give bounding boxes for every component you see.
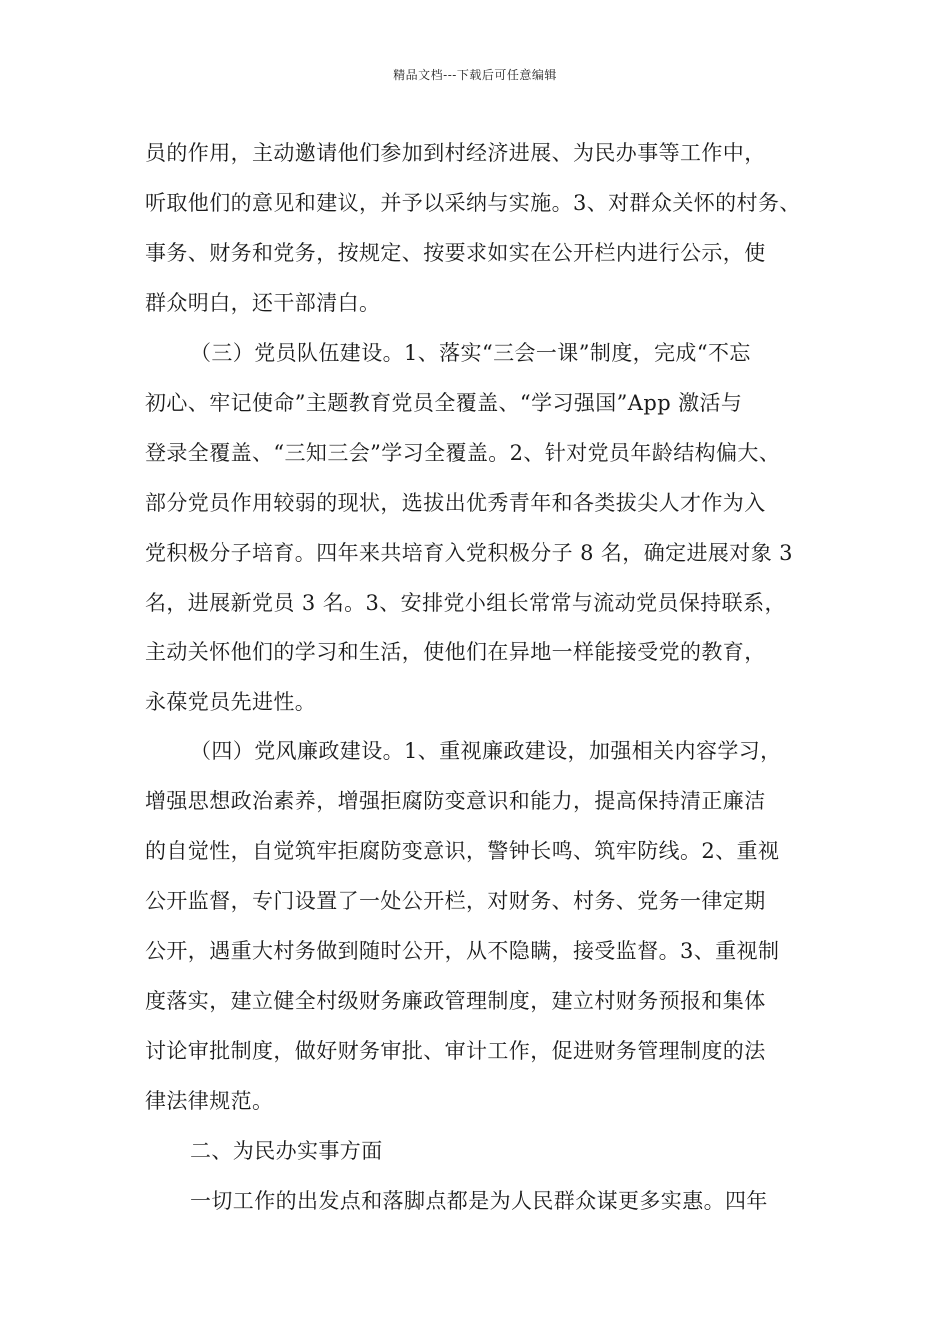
body-line: 主动关怀他们的学习和生活，使他们在异地一样能接受党的教育，	[145, 640, 766, 664]
body-line: 永葆党员先进性。	[145, 690, 317, 714]
body-line: 初心、牢记使命”主题教育党员全覆盖、“学习强国”App 激活与	[145, 391, 743, 415]
body-line: 增强思想政治素养，增强拒腐防变意识和能力，提高保持清正廉洁	[145, 789, 766, 813]
page-header: 精品文档---下载后可任意编辑	[393, 68, 557, 82]
section-heading-line: （四）党风廉政建设。1、重视廉政建设，加强相关内容学习，	[190, 739, 782, 763]
body-line: 登录全覆盖、“三知三会”学习全覆盖。2、针对党员年龄结构偏大、	[145, 441, 781, 465]
body-line: 公开监督，专门设置了一处公开栏，对财务、村务、党务一律定期	[145, 889, 766, 913]
body-line: 一切工作的出发点和落脚点都是为人民群众谋更多实惠。四年	[190, 1189, 768, 1213]
body-line: 的自觉性，自觉筑牢拒腐防变意识，警钟长鸣、筑牢防线。2、重视	[145, 839, 780, 863]
body-line: 讨论审批制度，做好财务审批、审计工作，促进财务管理制度的法	[145, 1039, 766, 1063]
body-line: 名，进展新党员 3 名。3、安排党小组长常常与流动党员保持联系，	[145, 591, 786, 615]
body-line: 度落实，建立健全村级财务廉政管理制度，建立村财务预报和集体	[145, 989, 766, 1013]
body-line: 群众明白，还干部清白。	[145, 291, 381, 315]
body-line: 部分党员作用较弱的现状，选拔出优秀青年和各类拔尖人才作为入	[145, 491, 766, 515]
body-line: 党积极分子培育。四年来共培育入党积极分子 8 名，确定进展对象 3	[145, 541, 793, 565]
section-heading: 二、为民办实事方面	[190, 1139, 383, 1163]
body-line: 听取他们的意见和建议，并予以采纳与实施。3、对群众关怀的村务、	[145, 191, 801, 215]
body-line: 公开，遇重大村务做到随时公开，从不隐瞒，接受监督。3、重视制	[145, 939, 780, 963]
body-line: 员的作用，主动邀请他们参加到村经济进展、为民办事等工作中，	[145, 141, 766, 165]
body-line: 事务、财务和党务，按规定、按要求如实在公开栏内进行公示，使	[145, 241, 766, 265]
body-line: 律法律规范。	[145, 1089, 274, 1113]
section-heading-line: （三）党员队伍建设。1、落实“三会一课”制度，完成“不忘	[190, 341, 751, 365]
